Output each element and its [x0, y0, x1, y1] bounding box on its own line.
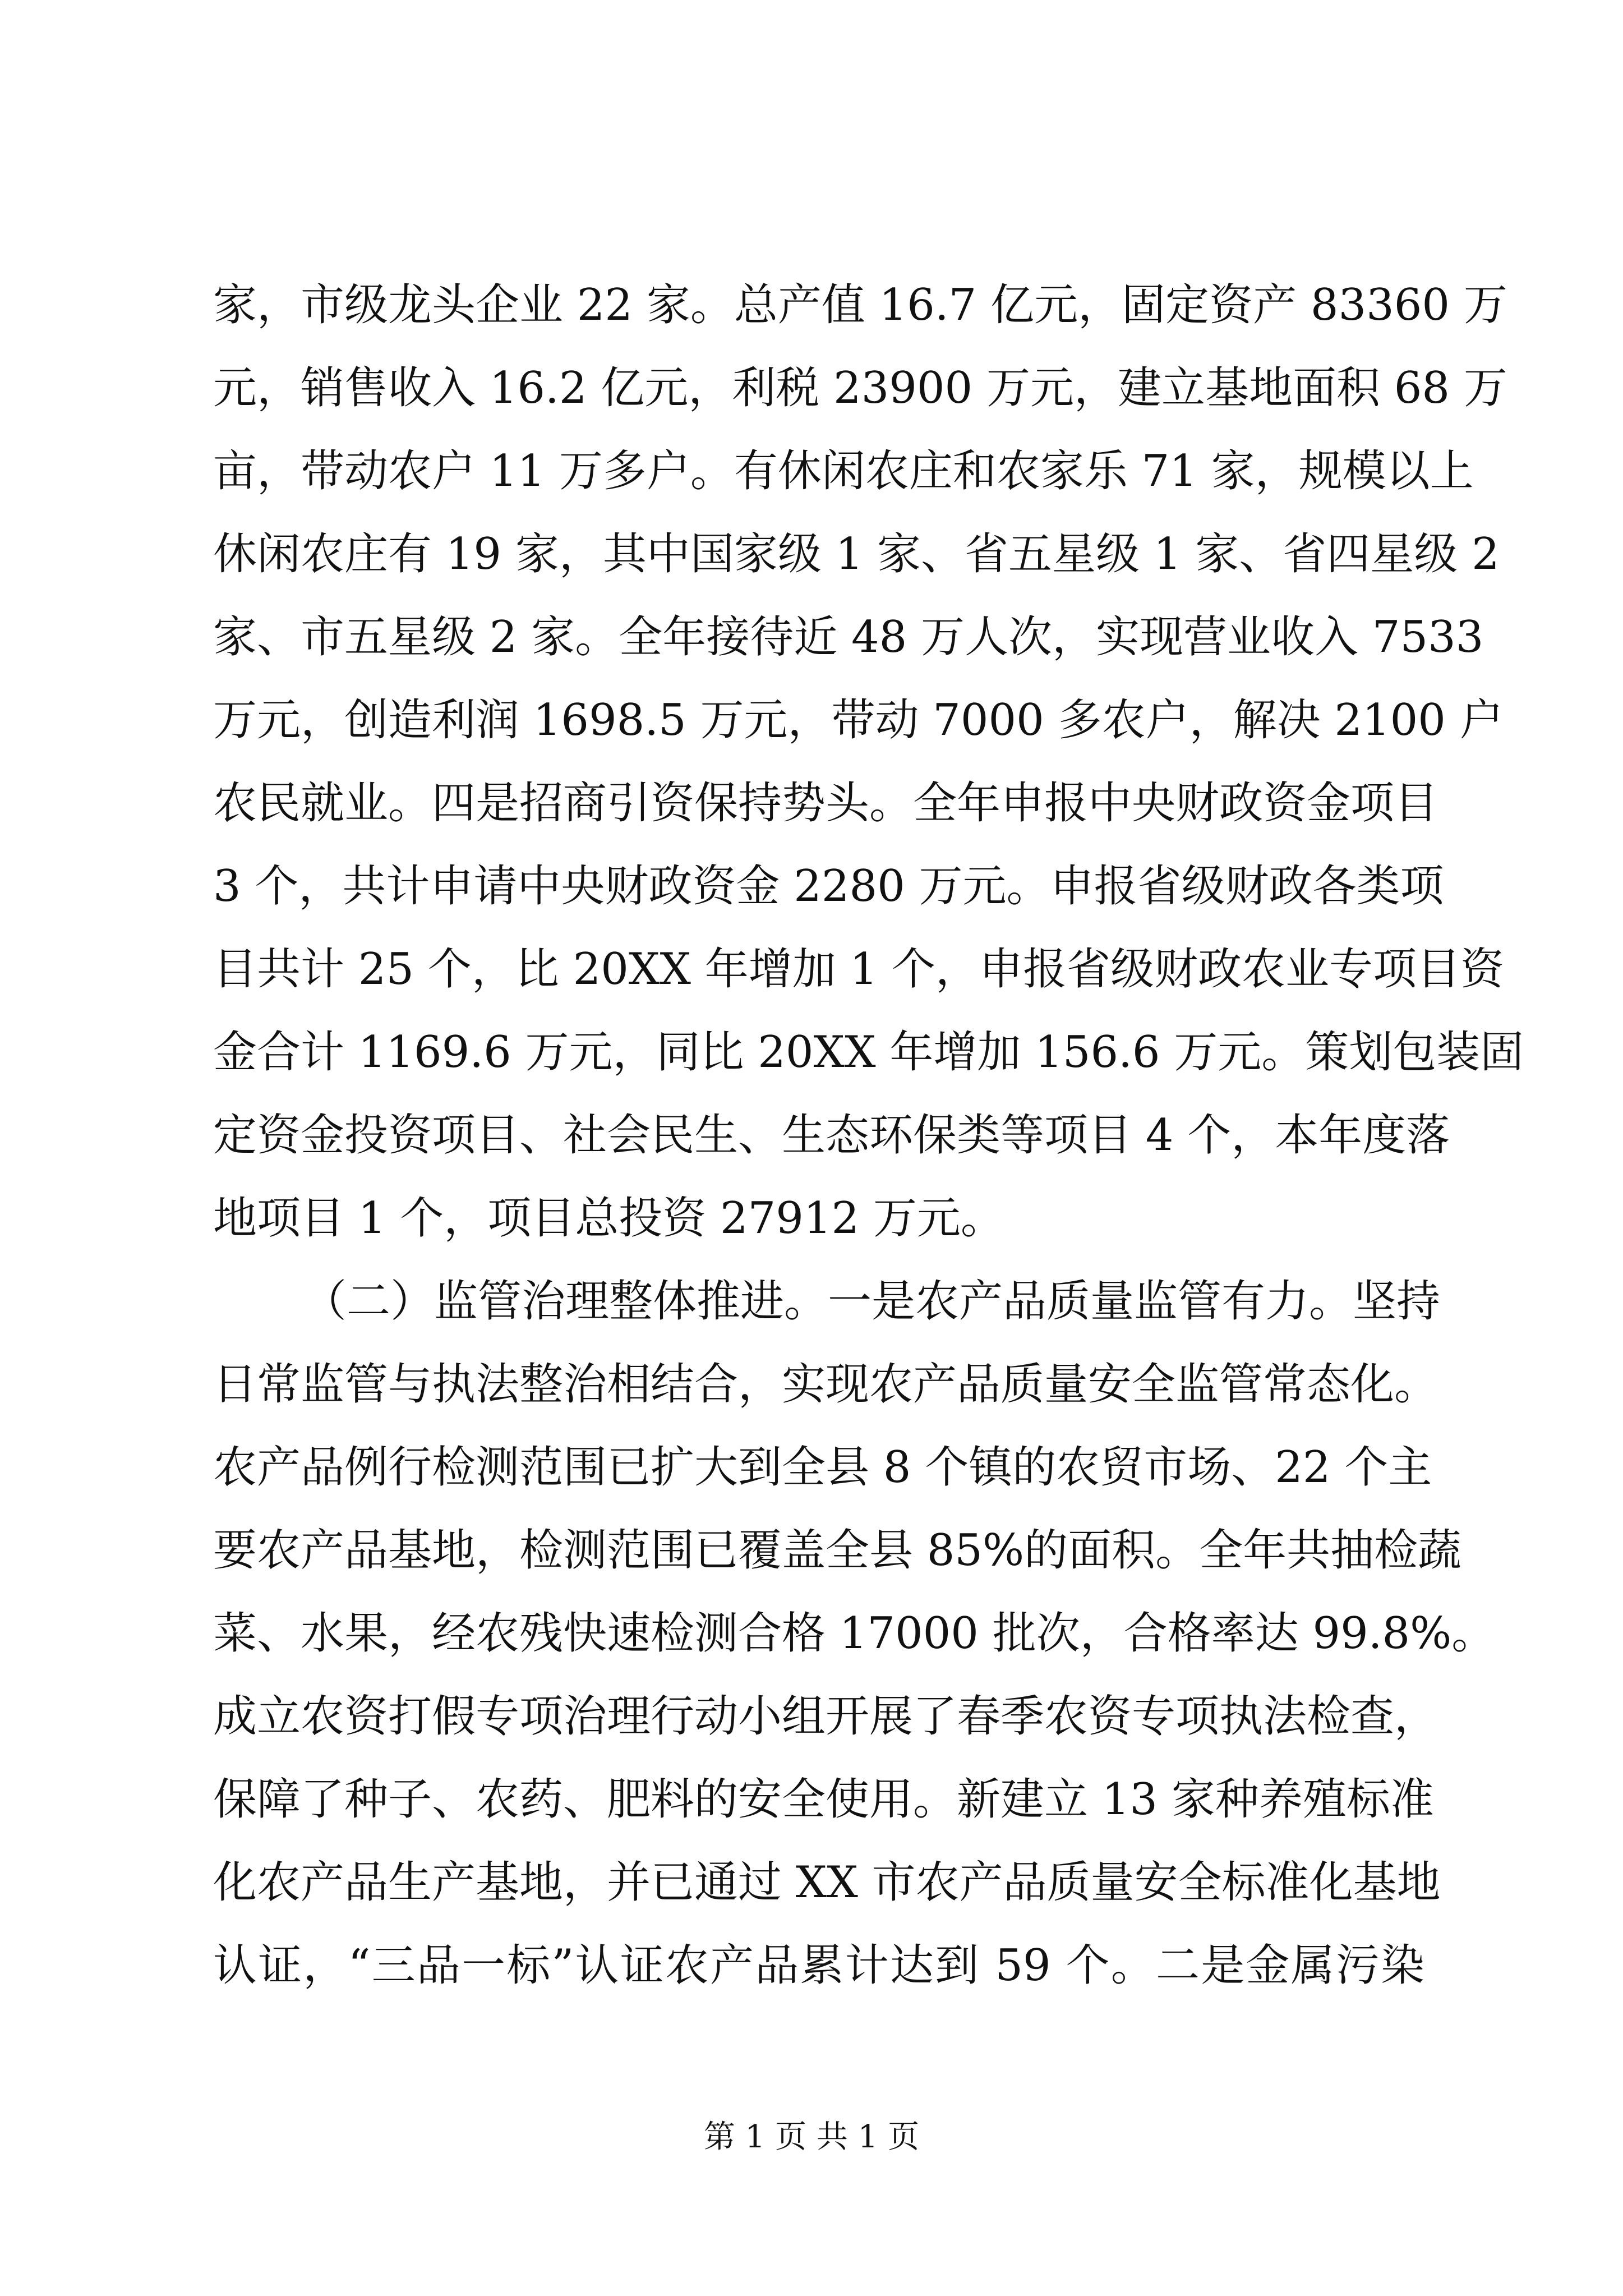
- paragraph-1-line-3: 亩，带动农户 11 万多户。有休闲农庄和农家乐 71 家，规模以上: [213, 446, 1474, 496]
- paragraph-1-line-5: 家、市五星级 2 家。全年接待近 48 万人次，实现营业收入 7533: [213, 612, 1484, 662]
- paragraph-1-line-7: 农民就业。四是招商引资保持势头。全年申报中央财政资金项目: [213, 778, 1438, 829]
- paragraph-2-line-4: 要农产品基地，检测范围已覆盖全县 85%的面积。全年共抽检蔬: [213, 1525, 1462, 1576]
- paragraph-2-line-2: 日常监管与执法整治相结合，实现农产品质量安全监管常态化。: [213, 1359, 1438, 1410]
- paragraph-1-line-8: 3 个，共计申请中央财政资金 2280 万元。申报省级财政各类项: [213, 861, 1444, 912]
- paragraph-2-line-8: 化农产品生产基地，并已通过 XX 市农产品质量安全标准化基地: [213, 1857, 1441, 1908]
- paragraph-1-line-6: 万元，创造利润 1698.5 万元，带动 7000 多农户，解决 2100 户: [213, 695, 1504, 746]
- paragraph-1-line-4: 休闲农庄有 19 家，其中国家级 1 家、省五星级 1 家、省四星级 2: [213, 529, 1500, 579]
- paragraph-1-line-11: 定资金投资项目、社会民生、生态环保类等项目 4 个，本年度落: [213, 1110, 1450, 1161]
- paragraph-1-line-9: 目共计 25 个，比 20XX 年增加 1 个，申报省级财政农业专项目资: [213, 944, 1504, 995]
- paragraph-2-line-1: （二）监管治理整体推进。一是农产品质量监管有力。坚持: [303, 1276, 1441, 1327]
- paragraph-1-line-2: 元，销售收入 16.2 亿元，利税 23900 万元，建立基地面积 68 万: [213, 363, 1507, 413]
- paragraph-2-line-6: 成立农资打假专项治理行动小组开展了春季农资专项执法检查，: [213, 1691, 1438, 1742]
- paragraph-1-line-1: 家，市级龙头企业 22 家。总产值 16.7 亿元，固定资产 83360 万: [213, 280, 1507, 330]
- paragraph-1-line-10: 金合计 1169.6 万元，同比 20XX 年增加 156.6 万元。策划包装固: [213, 1027, 1524, 1078]
- page-number-label: 第 1 页 共 1 页: [703, 2119, 920, 2155]
- paragraph-2-line-5: 菜、水果，经农残快速检测合格 17000 批次，合格率达 99.8%。: [213, 1608, 1496, 1659]
- paragraph-2-line-3: 农产品例行检测范围已扩大到全县 8 个镇的农贸市场、22 个主: [213, 1442, 1432, 1493]
- paragraph-2-line-9: 认证，“三品一标”认证农产品累计达到 59 个。二是金属污染: [213, 1940, 1424, 1991]
- page-footer: [0, 2115, 1623, 2160]
- paragraph-2-line-7: 保障了种子、农药、肥料的安全使用。新建立 13 家种养殖标准: [213, 1774, 1434, 1825]
- paragraph-1-line-12: 地项目 1 个，项目总投资 27912 万元。: [213, 1193, 1004, 1244]
- document-body: [213, 264, 1524, 2007]
